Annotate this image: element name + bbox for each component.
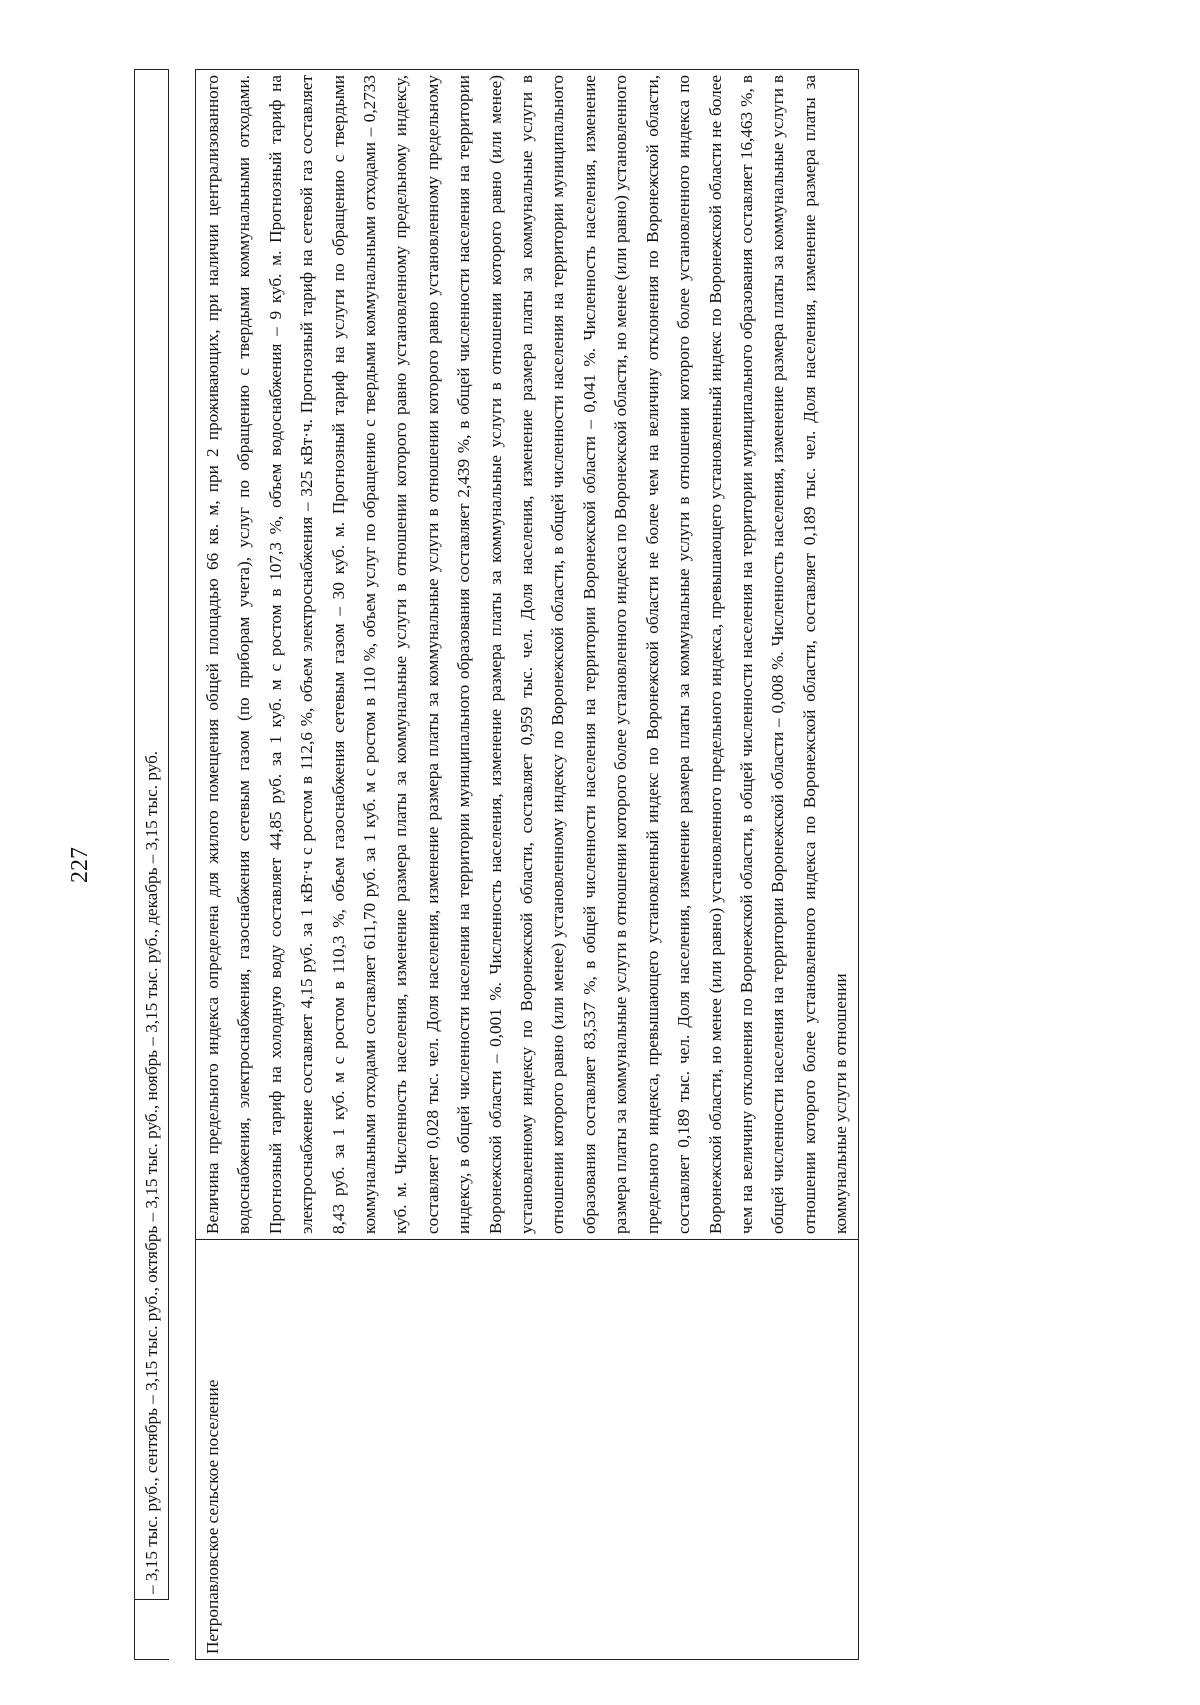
index-description: Величина предельного индекса определена для жилого помещения общей площадью 66 кв. м, при 2 проживающих, при наличии централизованного водоснабжения, электроснабжения, газоснабжения сетевым газом (по приборам учета), услуг по обращению с твердыми коммунальными отходами. Прогнозный тариф на холодную воду составляет 44,85 руб. за 1 куб. м с ростом в 107,3 %, объем водоснабжения – 9 куб. м. Прогнозный тариф на электроснабжение составляет 4,15 руб. за 1 кВт·ч с ростом в 112,6 %, объем электроснабжения – 325 кВт·ч. Прогнозный тариф на сетевой газ составляет 8,43 руб. за 1 куб. м с ростом в 110,3 %, объем газоснабжения сетевым газом – 30 куб. м. Прогнозный тариф на услуги по обращению с твердыми коммунальными отходами составляет 611,70 руб. за 1 куб. м с ростом в 110 %, объем услуг по обращению с твердыми коммунальными отходами – 0,2733 куб. м. Численность населения, изменение размера платы за коммунальные услуги в отношении которого равно установленному предельному индексу, составляет 0,028 тыс. чел. Доля населения, изменение размера платы за коммунальные услуги в отношении которого равно установленному предельному индексу, в общей численности населения на территории муниципального образования составляет 2,439 %, в общей численности населения на территории Воронежской области – 0,001 %. Численность населения, изменение размера платы за коммунальные услуги в отношении которого равно (или менее) установленному индексу по Воронежской области, составляет 0,959 тыс. чел. Доля населения, изменение размера платы за коммунальные услуги в отношении которого равно (или менее) установленному индексу по Воронежской области, в общей численности населения на территории муниципального образования составляет 83,537 %, в общей численности населения на территории Воронежской области – 0,041 %. Численность населения, изменение размера платы за коммунальные услуги в отношении которого более установленного индекса по Воронежской области, но менее (или равно) установленного предельного индекса, превышающего установленный индекс по Воронежской области не более чем на величину отклонения по Воронежской области, составляет 0,189 тыс. чел. Доля населения, изменение размера платы за коммунальные услуги в отношении которого более установленного индекса по Воронежской области, но менее (или равно) установленного предельного индекса, превышающего установленный индекс по Воронежской области не более чем на величину отклонения по Воронежской области, в общей численности населения на территории муниципального образования составляет 16,463 %, в общей численности населения на территории Воронежской области – 0,008 %. Численность населения, изменение размера платы за коммунальные услуги в отношении которого более установленного индекса по Воронежской области, составляет 0,189 тыс. чел. Доля населения, изменение размера платы за коммунальные услуги в отношении — [196, 70, 859, 1240]
data-table-main — [195, 69, 859, 1660]
settlement-name: Петропавловское сельское поселение — [196, 1240, 859, 1660]
page-number: 227 — [67, 847, 93, 883]
table-cell-continuation: – 3,15 тыс. руб., сентябрь – 3,15 тыс. руб., октябрь – 3,15 тыс. руб., ноябрь – 3,15 тыс. руб., декабрь – 3,15 тыс. руб. — [135, 70, 169, 1600]
table-row-continuation — [135, 70, 169, 1660]
table-cell-empty — [135, 1600, 169, 1660]
data-table — [134, 69, 169, 1660]
rotated-content — [50, 70, 1050, 1660]
table-row — [196, 70, 859, 1660]
